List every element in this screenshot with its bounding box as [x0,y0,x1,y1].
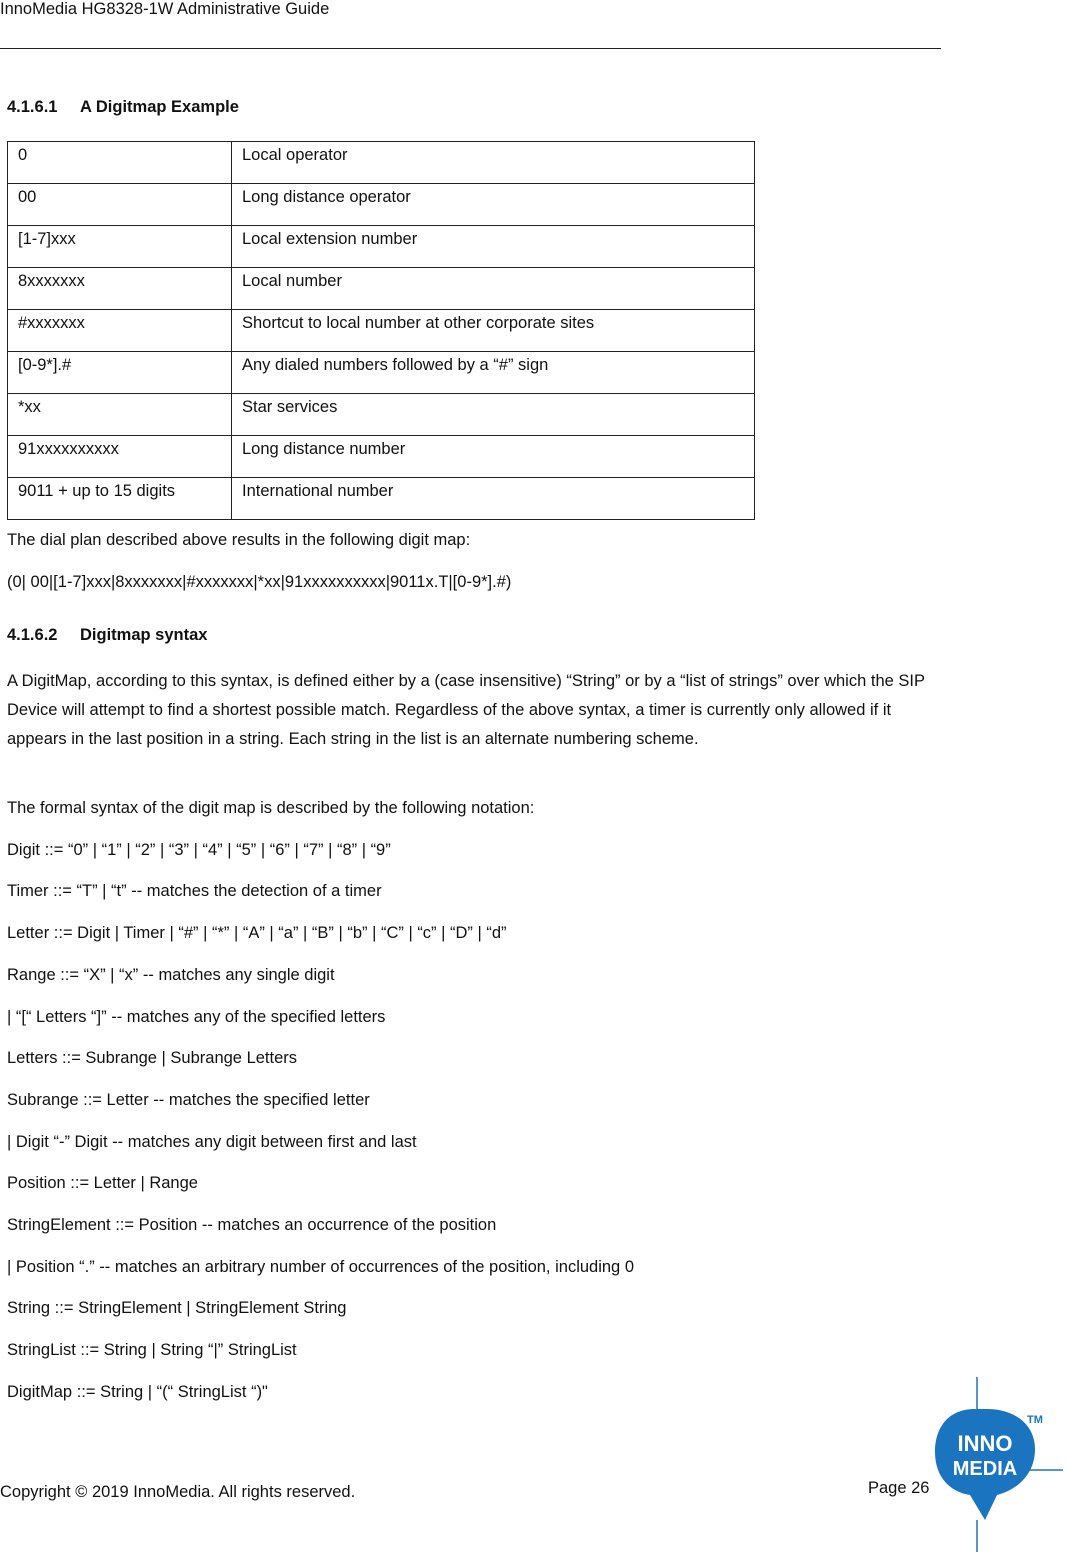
section-heading-digitmap-syntax [7,626,207,645]
syntax-line: StringElement ::= Position -- matches an occurrence of the position [7,1216,497,1234]
table-row [8,352,755,394]
table-row [8,478,755,520]
description-cell: Local operator [232,142,755,184]
description-cell: Shortcut to local number at other corporate sites [232,310,755,352]
section-heading-digitmap-example [7,98,239,117]
table-row [8,310,755,352]
syntax-line: String ::= StringElement | StringElement String [7,1299,347,1318]
page-header [0,0,941,49]
syntax-line: | Position “.” -- matches an arbitrary number of occurrences of the position, including 0 [7,1257,634,1276]
description-cell: Long distance operator [232,184,755,226]
syntax-line: Letter ::= Digit | Timer | “#” | “*” | “A” | “a” | “B” | “b” | “C” | “c” | “D” | “d” [7,924,507,943]
logo-trademark: TM [1027,1414,1043,1426]
syntax-line: Digit ::= “0” | “1” | “2” | “3” | “4” | “5” | “6” | “7” | “8” | “9” [7,840,391,859]
header-title: InnoMedia HG8328-1W Administrative Guide [0,0,330,18]
syntax-line: StringList ::= String | String “|” StringList [7,1341,297,1360]
section-title: A Digitmap Example [80,98,239,116]
syntax-line: Range ::= “X” | “x” -- matches any single digit [7,965,335,984]
section-title: Digitmap syntax [80,626,208,644]
table-row [8,184,755,226]
logo-text-line2: MEDIA [952,1458,1018,1480]
copyright: Copyright © 2019 InnoMedia. All rights reserved. [0,1483,356,1501]
section-number: 4.1.6.2 [7,626,58,644]
logo-text-line1: INNO [957,1431,1013,1456]
table-row [8,226,755,268]
syntax-line: Timer ::= “T” | “t” -- matches the detection of a timer [7,882,382,901]
description-cell: International number [232,478,755,520]
description-cell: Local extension number [232,226,755,268]
pattern-cell: *xx [8,394,232,436]
table-row [8,394,755,436]
syntax-line: Subrange ::= Letter -- matches the specified letter [7,1090,370,1109]
syntax-line: Position ::= Letter | Range [7,1174,198,1193]
digitmap-table [7,141,755,520]
pattern-cell: 91xxxxxxxxxx [8,436,232,478]
description-cell: Long distance number [232,436,755,478]
pattern-cell: 8xxxxxxx [8,268,232,310]
pattern-cell: [1-7]xxx [8,226,232,268]
page-number: Page 26 [868,1479,930,1497]
table-row [8,142,755,184]
syntax-line: DigitMap ::= String | “(“ StringList “)" [7,1382,268,1401]
description-cell: Local number [232,268,755,310]
syntax-line: The formal syntax of the digit map is described by the following notation: [7,799,535,817]
digitmap-string: (0| 00|[1-7]xxx|8xxxxxxx|#xxxxxxx|*xx|91xxxxxxxxxx|9011x.T|[0-9*].#) [7,573,512,591]
syntax-line: | Digit “-” Digit -- matches any digit between first and last [7,1132,417,1151]
section-number: 4.1.6.1 [7,98,58,116]
pattern-cell: 00 [8,184,232,226]
syntax-line: | “[“ Letters “]” -- matches any of the specified letters [7,1007,386,1026]
pattern-cell: 9011 + up to 15 digits [8,478,232,520]
syntax-paragraph: A DigitMap, according to this syntax, is defined either by a (case insensitive) “String” or by a “list of strings” over which the SIP Device will attempt to find a shortest possible match. Regardless of the above syntax, a timer is currently only allowed if it appears in the last position in a string. Each string in the list is an alternate numbering scheme. [7,672,925,748]
table-row [8,268,755,310]
table-row [8,436,755,478]
description-cell: Star services [232,394,755,436]
pattern-cell: [0-9*].# [8,352,232,394]
pattern-cell: #xxxxxxx [8,310,232,352]
description-cell: Any dialed numbers followed by a “#” sign [232,352,755,394]
dial-plan-intro: The dial plan described above results in the following digit map: [7,531,471,549]
innomedia-logo [925,1377,1065,1554]
syntax-line: Letters ::= Subrange | Subrange Letters [7,1049,298,1068]
pattern-cell: 0 [8,142,232,184]
